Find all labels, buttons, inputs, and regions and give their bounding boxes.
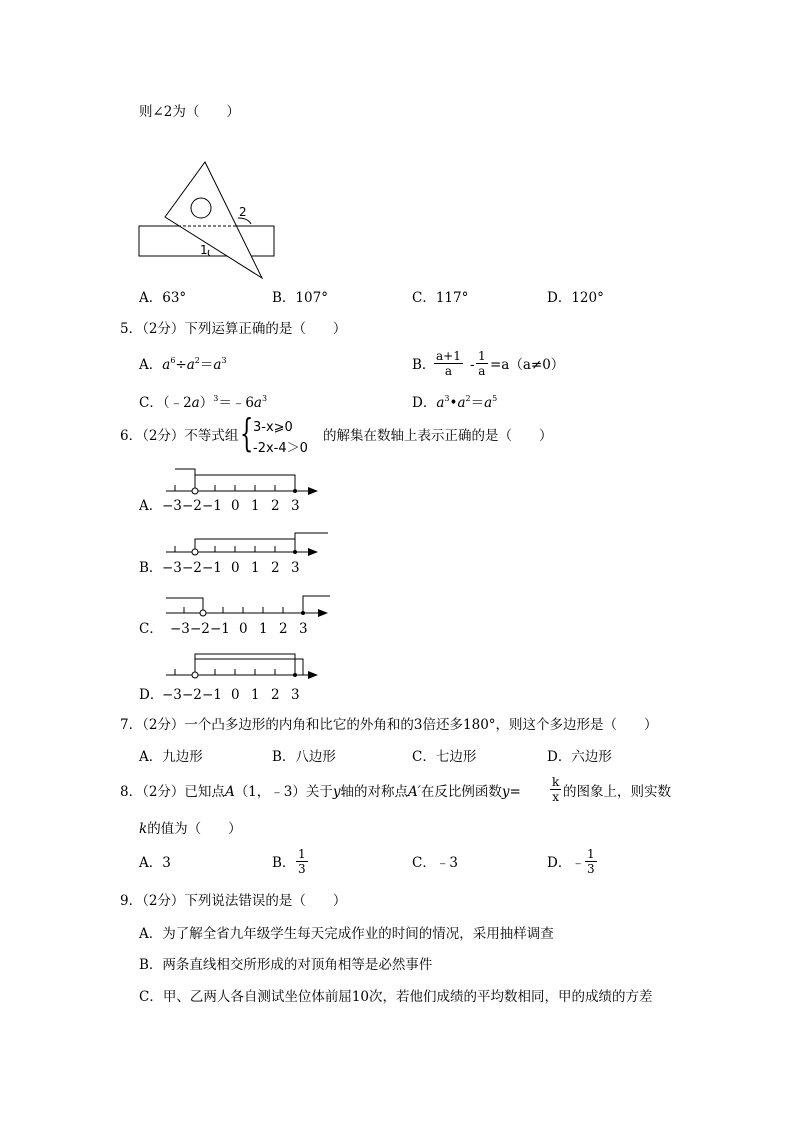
q5-option-c-tail: ﹣6	[231, 395, 254, 411]
angle-2-label: 2	[239, 205, 247, 219]
q6-brace: {	[240, 411, 254, 455]
q5-b-frac1: $\frac{a+1}{a}$	[436, 349, 461, 378]
q7-option-d[interactable]: D．六边形	[547, 749, 612, 765]
q5-option-a-label: A．	[139, 357, 163, 373]
q6-option-d-line[interactable]	[166, 654, 318, 679]
q6-option-b-line[interactable]	[166, 533, 328, 556]
q8-stem-line1: 8．（2分）已知点A（1，﹣3）关于y轴的对称点A′在反比例函数y=	[120, 784, 521, 800]
q8-option-b-label: B．	[272, 855, 296, 871]
q8-option-b-frac: $\frac{1}{3}$	[298, 847, 306, 876]
q5-option-b-label: B．	[412, 357, 436, 373]
q5-option-a[interactable]: A．$a^6\div a^2=a^3$	[139, 356, 227, 373]
q6-stem-tail: 的解集在数轴上表示正确的是（ ）	[323, 428, 553, 444]
q6-option-a-label[interactable]: A．	[139, 498, 163, 514]
q4-option-a[interactable]: A．63°	[139, 290, 187, 306]
q5-b-tail: =a（a≠0）	[490, 357, 565, 373]
q4-stem-tail: 则∠2为（ ）	[139, 104, 240, 120]
q6-option-b-label[interactable]: B．	[139, 560, 163, 576]
q8-option-a[interactable]: A．3	[139, 855, 171, 871]
q5-b-minus: -	[470, 357, 475, 373]
q8-option-c[interactable]: C．﹣3	[412, 855, 458, 871]
q8-option-d-label: D．﹣	[547, 855, 585, 871]
q5-b-frac2: $\frac{1}{a}$	[478, 349, 486, 378]
q4-option-b[interactable]: B．107°	[272, 290, 328, 306]
q8-option-d[interactable]	[547, 857, 585, 871]
q6-option-a-line[interactable]	[166, 469, 318, 495]
q5-option-d-label: D．	[412, 395, 437, 411]
q7-option-a[interactable]: A．九边形	[139, 749, 203, 765]
angle-1-label: 1	[200, 243, 208, 257]
q8-stem-frac: $\frac{k}{x}$	[552, 775, 560, 804]
q6-option-c-label[interactable]: C．	[139, 621, 163, 637]
q6-ineq1: 3-x⩾0	[253, 420, 293, 435]
q4-option-d[interactable]: D．120°	[547, 290, 604, 306]
q6-ineq2: -2x-4＞0	[253, 441, 308, 456]
q7-option-b[interactable]: B．八边形	[272, 749, 336, 765]
q5-option-c-label: C．（﹣2	[139, 395, 192, 411]
q9-option-a[interactable]: A．为了解全省九年级学生每天完成作业的时间的情况，采用抽样调查	[139, 926, 554, 942]
q9-stem: 9．（2分）下列说法错误的是（ ）	[120, 893, 347, 909]
q7-stem: 7．（2分）一个凸多边形的内角和比它的外角和的3倍还多180°，则这个多边形是（ ）	[120, 717, 658, 733]
q7-option-c[interactable]: C．七边形	[412, 749, 477, 765]
q8-option-d-frac: $\frac{1}{3}$	[587, 847, 595, 876]
q6-option-d-label[interactable]: D．	[139, 687, 164, 703]
q8-stem-line2: k的值为（ ）	[139, 821, 242, 837]
q9-option-c[interactable]: C．甲、乙两人各自测试坐位体前屈10次，若他们成绩的平均数相同，甲的成绩的方差	[139, 989, 653, 1005]
q5-option-d[interactable]: D．$a^3•a^2=a^5$	[412, 394, 498, 411]
q5-stem: 5．（2分）下列运算正确的是（ ）	[120, 321, 347, 337]
q9-option-b[interactable]: B．两条直线相交所形成的对顶角相等是必然事件	[139, 957, 433, 973]
q5-option-c[interactable]: C．$(﹣2a)^3=﹣6a^3$	[139, 394, 268, 411]
q6-option-c-line[interactable]	[166, 596, 330, 617]
q6-stem-head: 6．（2分）不等式组	[120, 428, 239, 444]
q4-option-c[interactable]: C．117°	[412, 290, 469, 306]
q8-stem-tail: 的图象上，则实数	[563, 784, 671, 800]
q8-option-b[interactable]	[272, 857, 295, 871]
